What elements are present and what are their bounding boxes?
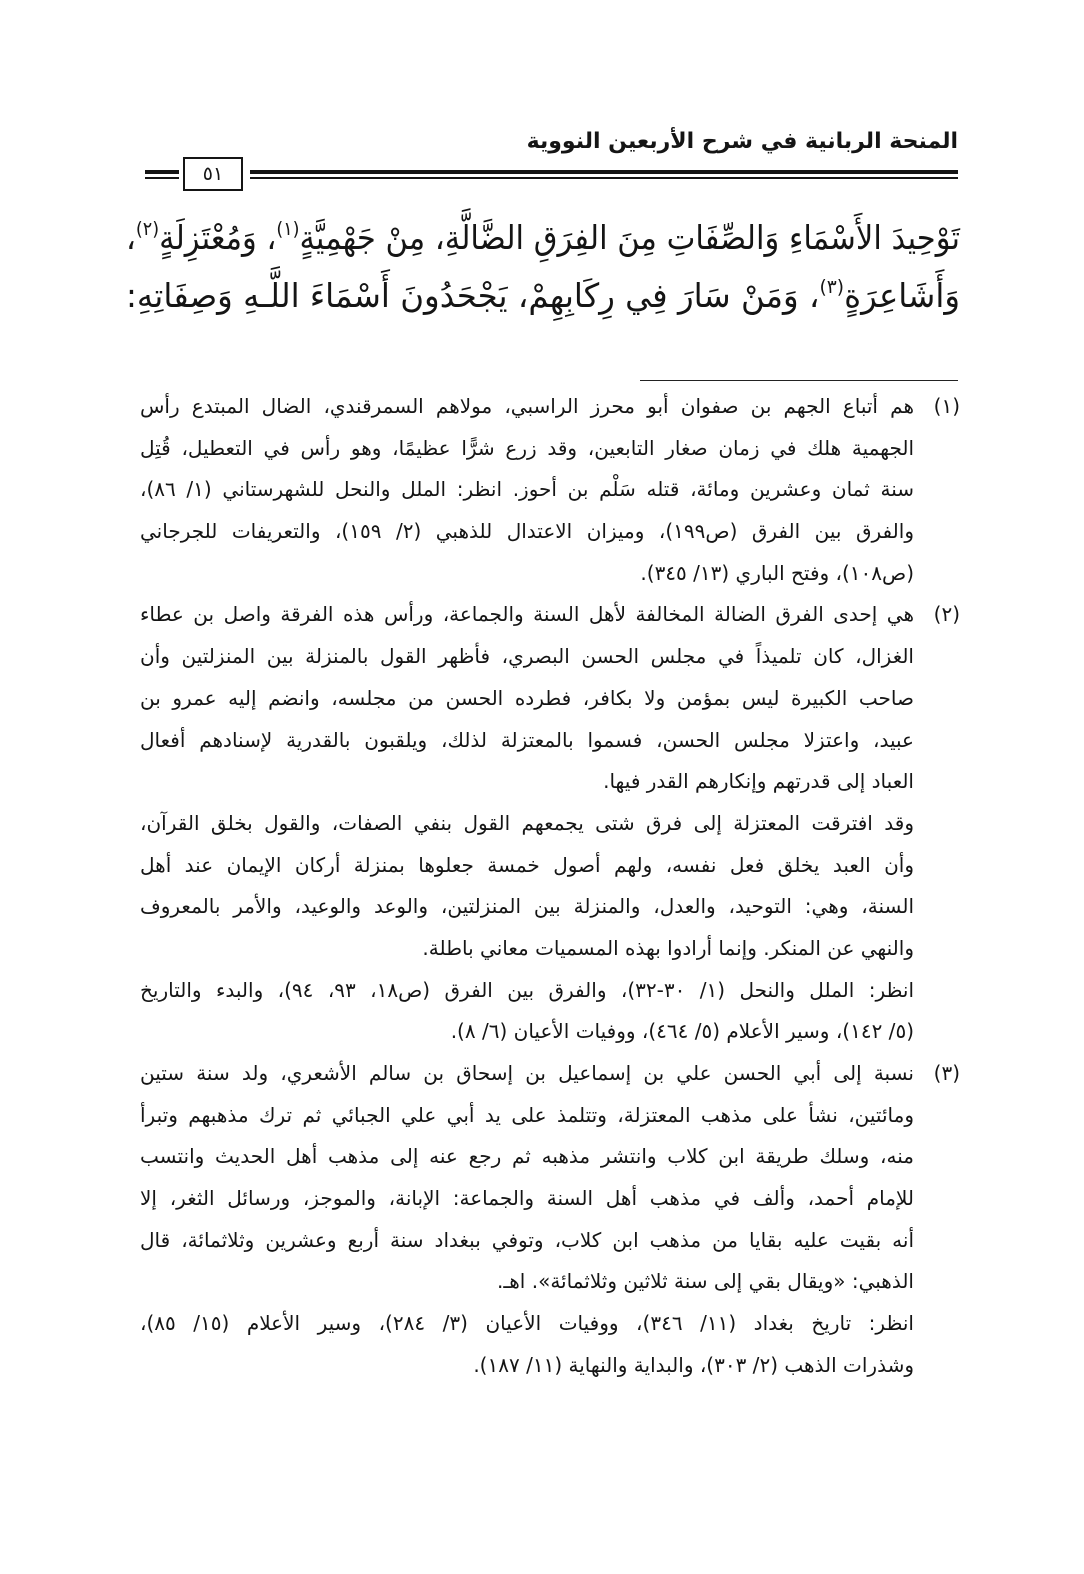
footnote-line [140, 1095, 914, 1137]
header-rule-left [145, 170, 179, 179]
footnote-paragraph [140, 970, 914, 1053]
footnote-line-text: والفرق بين الفرق (ص١٩٩)، وميزان الاعتدال للذهبي (٢/ ١٥٩)، والتعريفات للجرجاني [140, 519, 914, 544]
footnote-marker: (٢) [933, 602, 960, 627]
footnote [140, 594, 960, 1053]
footnote-separator [640, 380, 958, 381]
footnote-paragraph [140, 803, 914, 970]
main-text-line-content [126, 218, 960, 257]
footnote-line [140, 678, 914, 720]
page-number: ٥١ [202, 163, 224, 185]
footnote-paragraph [140, 1303, 914, 1386]
footnote-body [140, 594, 914, 1053]
footnote-paragraph [140, 594, 914, 802]
footnote [140, 386, 960, 594]
footnote-line-text: للإمام أحمد، وألف في مذهب أهل السنة والجماعة: الإبانة، والموجز، ورسائل الثغر، إلا [140, 1186, 914, 1211]
footnote-reference: (١) [276, 218, 300, 240]
main-text [126, 209, 960, 325]
footnote-line-text: السنة، وهي: التوحيد، والعدل، والمنزلة بين المنزلتين، والوعد والوعيد، والأمر بالمعروف [140, 894, 914, 919]
footnote-line-text: وقد افترقت المعتزلة إلى فرق شتى يجمعهم القول بنفي الصفات، والقول بخلق القرآن، [140, 810, 914, 835]
footnote-body [140, 1053, 914, 1387]
footnote-marker: (١) [933, 394, 960, 418]
footnote-reference: (٣) [819, 276, 845, 298]
footnote-line [140, 928, 914, 970]
footnote-line [140, 720, 914, 762]
footnotes [140, 386, 960, 1387]
footnote-line [140, 636, 914, 678]
footnote-line-text: والنهي عن المنكر. وإنما أرادوا بهذه المسميات معاني باطلة. [422, 935, 914, 960]
footnote-reference: (٢) [135, 218, 160, 240]
footnote-line-text: سنة ثمان وعشرين ومائة، قتله سَلْم بن أحوز. انظر: الملل والنحل للشهرستاني (١/ ٨٦)، [140, 477, 914, 502]
footnote-line-text: وأن العبد يخلق فعل نفسه، ولهم أصول خمسة جعلوها بمنزلة أركان الإيمان عند أهل [140, 852, 914, 877]
footnote-line-text: عبيد، واعتزلا مجلس الحسن، فسموا بالمعتزلة لذلك، ويلقبون بالقدرية لإسنادهم أفعال [140, 727, 914, 752]
footnote-line-text: نسبة إلى أبي الحسن علي بن إسماعيل بن إسحاق بن سالم الأشعري، ولد سنة ستين [140, 1061, 914, 1085]
footnote-line [140, 970, 914, 1012]
footnote-line-text: منه، وسلك طريقة ابن كلاب وانتشر مذهبه ثم رجع عنه إلى مذهب أهل الحديث وانتسب [140, 1144, 914, 1169]
footnote-line [140, 553, 914, 595]
footnote-line-text: (٥/ ١٤٢)، وسير الأعلام (٥/ ٤٦٤)، ووفيات الأعيان (٦/ ٨). [450, 1019, 914, 1044]
footnote-line-text: ومائتين، نشأ على مذهب المعتزلة، وتتلمذ على يد أبي علي الجبائي ثم ترك مذهبهم وتبرأ [140, 1102, 914, 1127]
main-text-line-content [126, 276, 960, 315]
footnote-line [140, 1261, 914, 1303]
footnote-line [140, 1136, 914, 1178]
footnote-body [140, 386, 914, 594]
footnote [140, 1053, 960, 1387]
footnote-line-text: وشذرات الذهب (٢/ ٣٠٣)، والبداية والنهاية (١١/ ١٨٧). [473, 1352, 914, 1377]
running-header-title: المنحة الربانية في شرح الأربعين النووية [526, 129, 958, 154]
main-text-segment: ، [125, 218, 136, 257]
footnote-line-text: العباد إلى قدرتهم وإنكارهم القدر فيها. [603, 769, 914, 794]
main-text-segment: ، وَمُعْتَزِلَةٍ [159, 218, 277, 257]
footnote-line-text: انظر: الملل والنحل (١/ ٣٠-٣٢)، والفرق بين الفرق (ص١٨، ٩٣، ٩٤)، والبدء والتاريخ [140, 977, 915, 1002]
footnote-line-text: هم أتباع الجهم بن صفوان أبو محرز الراسبي، مولاهم السمرقندي، الضال المبتدع رأس [140, 394, 914, 418]
footnote-line [140, 845, 914, 887]
footnote-line [140, 1303, 914, 1345]
main-text-segment: وَأَشَاعِرَةٍ [844, 276, 960, 315]
footnote-line-text: انظر: تاريخ بغداد (١١/ ٣٤٦)، ووفيات الأعيان (٣/ ٢٨٤)، وسير الأعلام (١٥/ ٨٥)، [140, 1311, 914, 1336]
footnote-line-text: الجهمية هلك في زمان صغار التابعين، وقد زرع شرًّا عظيمًا، وهو رأس في التعطيل، قُتِل [140, 435, 914, 460]
footnote-line-text: أنه بقيت عليه بقايا من مذهب ابن كلاب، وتوفي ببغداد سنة أربع وعشرين وثلاثمائة، قال [140, 1227, 914, 1252]
footnote-line-text: (ص١٠٨)، وفتح الباري (١٣/ ٣٤٥). [640, 560, 914, 585]
page-number-box [183, 157, 243, 191]
main-text-segment: تَوْحِيدَ الأَسْمَاءِ وَالصِّفَاتِ مِنَ الفِرَقِ الضَّالَّةِ، مِنْ جَهْمِيَّةٍ [299, 218, 960, 257]
footnote-line [140, 1178, 914, 1220]
footnote-line [140, 469, 914, 511]
footnote-line-text: الغزال، كان تلميذاً في مجلس الحسن البصري، فأظهر القول بالمنزلة بين المنزلتين وأن [140, 644, 914, 669]
footnote-line-text: صاحب الكبيرة ليس بمؤمن ولا بكافر، فطرده الحسن من مجلسه، وانضم إليه عمرو بن [140, 685, 914, 710]
main-text-line [126, 267, 960, 325]
footnote-line [140, 886, 914, 928]
footnote-marker: (٣) [933, 1061, 960, 1085]
footnote-line [140, 761, 914, 803]
footnote-line [140, 386, 914, 428]
footnote-line [140, 1220, 914, 1262]
main-text-segment: ، وَمَنْ سَارَ فِي رِكَابِهِمْ، يَجْحَدُونَ أَسْمَاءَ اللَّـهِ وَصِفَاتِهِ: [126, 276, 820, 315]
footnote-paragraph [140, 386, 914, 594]
footnote-line [140, 1053, 914, 1095]
footnote-paragraph [140, 1053, 914, 1303]
footnote-line-text: الذهبي: «ويقال بقي إلى سنة ثلاثين وثلاثمائة». اهـ. [497, 1269, 914, 1294]
footnote-line [140, 803, 914, 845]
footnote-line [140, 1345, 914, 1387]
footnote-line-text: هي إحدى الفرق الضالة المخالفة لأهل السنة والجماعة، ورأس هذه الفرقة واصل بن عطاء [140, 602, 914, 627]
footnote-line [140, 594, 914, 636]
footnote-line [140, 428, 914, 470]
footnote-line [140, 511, 914, 553]
main-text-line [125, 209, 960, 267]
footnote-line [140, 1011, 914, 1053]
header-rule-right [250, 170, 958, 179]
